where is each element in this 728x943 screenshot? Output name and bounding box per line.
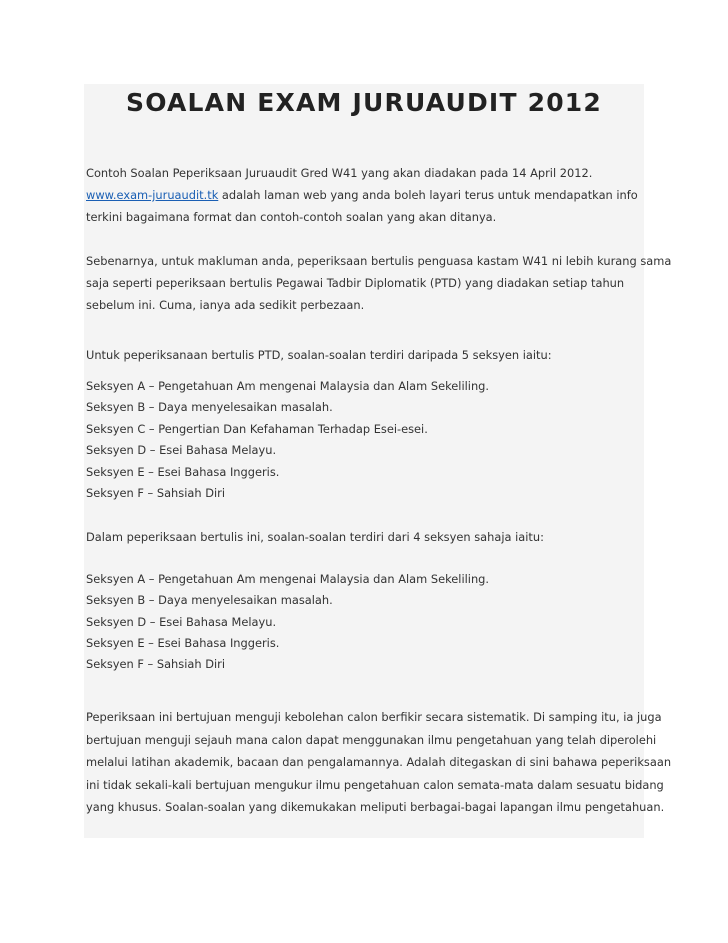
exam-section-b: Seksyen B – Daya menyelesaikan masalah. [86,593,333,607]
exam-section-d: Seksyen D – Esei Bahasa Melayu. [86,615,277,629]
closing-line-3: melalui latihan akademik, bacaan dan pengalamannya. Adalah ditegaskan di sini bahawa peperiksaan [86,755,672,769]
ptd-section-e: Seksyen E – Esei Bahasa Inggeris. [86,465,280,479]
ptd-section-f: Seksyen F – Sahsiah Diri [86,486,225,500]
para2-line-2: saja seperti peperiksaan bertulis Pegawai Tadbir Diplomatik (PTD) yang diadakan setiap tahun [86,276,625,290]
intro-line-1: Contoh Soalan Peperiksaan Juruaudit Gred W41 yang akan diadakan pada 14 April 2012. [86,166,593,180]
ptd-intro: Untuk peperiksanaan bertulis PTD, soalan-soalan terdiri daripada 5 seksyen iaitu: [86,348,552,362]
closing-line-4: ini tidak sekali-kali bertujuan mengukur ilmu pengetahuan calon semata-mata dalam sesuatu bidang [86,778,664,792]
ptd-section-d: Seksyen D – Esei Bahasa Melayu. [86,443,277,457]
closing-line-2: bertujuan menguji sejauh mana calon dapat menggunakan ilmu pengetahuan yang telah diperolehi [86,733,657,747]
para2-line-1: Sebenarnya, untuk makluman anda, peperiksaan bertulis penguasa kastam W41 ni lebih kurang sama [86,254,672,268]
ptd-section-b: Seksyen B – Daya menyelesaikan masalah. [86,400,333,414]
intro-line-2 [86,188,638,202]
website-link[interactable]: www.exam-juruaudit.tk [86,188,219,202]
exam-section-f: Seksyen F – Sahsiah Diri [86,657,225,671]
page-title: SOALAN EXAM JURUAUDIT 2012 [126,88,602,117]
exam-section-a: Seksyen A – Pengetahuan Am mengenai Malaysia dan Alam Sekeliling. [86,572,490,586]
exam-section-e: Seksyen E – Esei Bahasa Inggeris. [86,636,280,650]
exam-intro: Dalam peperiksaan bertulis ini, soalan-soalan terdiri dari 4 seksyen sahaja iaitu: [86,530,544,544]
closing-line-1: Peperiksaan ini bertujuan menguji kebolehan calon berfikir secara sistematik. Di samping itu, ia juga [86,710,662,724]
intro-line-2-text: adalah laman web yang anda boleh layari terus untuk mendapatkan info [218,188,638,202]
ptd-section-c: Seksyen C – Pengertian Dan Kefahaman Terhadap Esei-esei. [86,422,428,436]
intro-line-3: terkini bagaimana format dan contoh-contoh soalan yang akan ditanya. [86,210,497,224]
closing-line-5: yang khusus. Soalan-soalan yang dikemukakan meliputi berbagai-bagai lapangan ilmu pengetahuan. [86,800,665,814]
ptd-section-a: Seksyen A – Pengetahuan Am mengenai Malaysia dan Alam Sekeliling. [86,379,490,393]
para2-line-3: sebelum ini. Cuma, ianya ada sedikit perbezaan. [86,298,365,312]
